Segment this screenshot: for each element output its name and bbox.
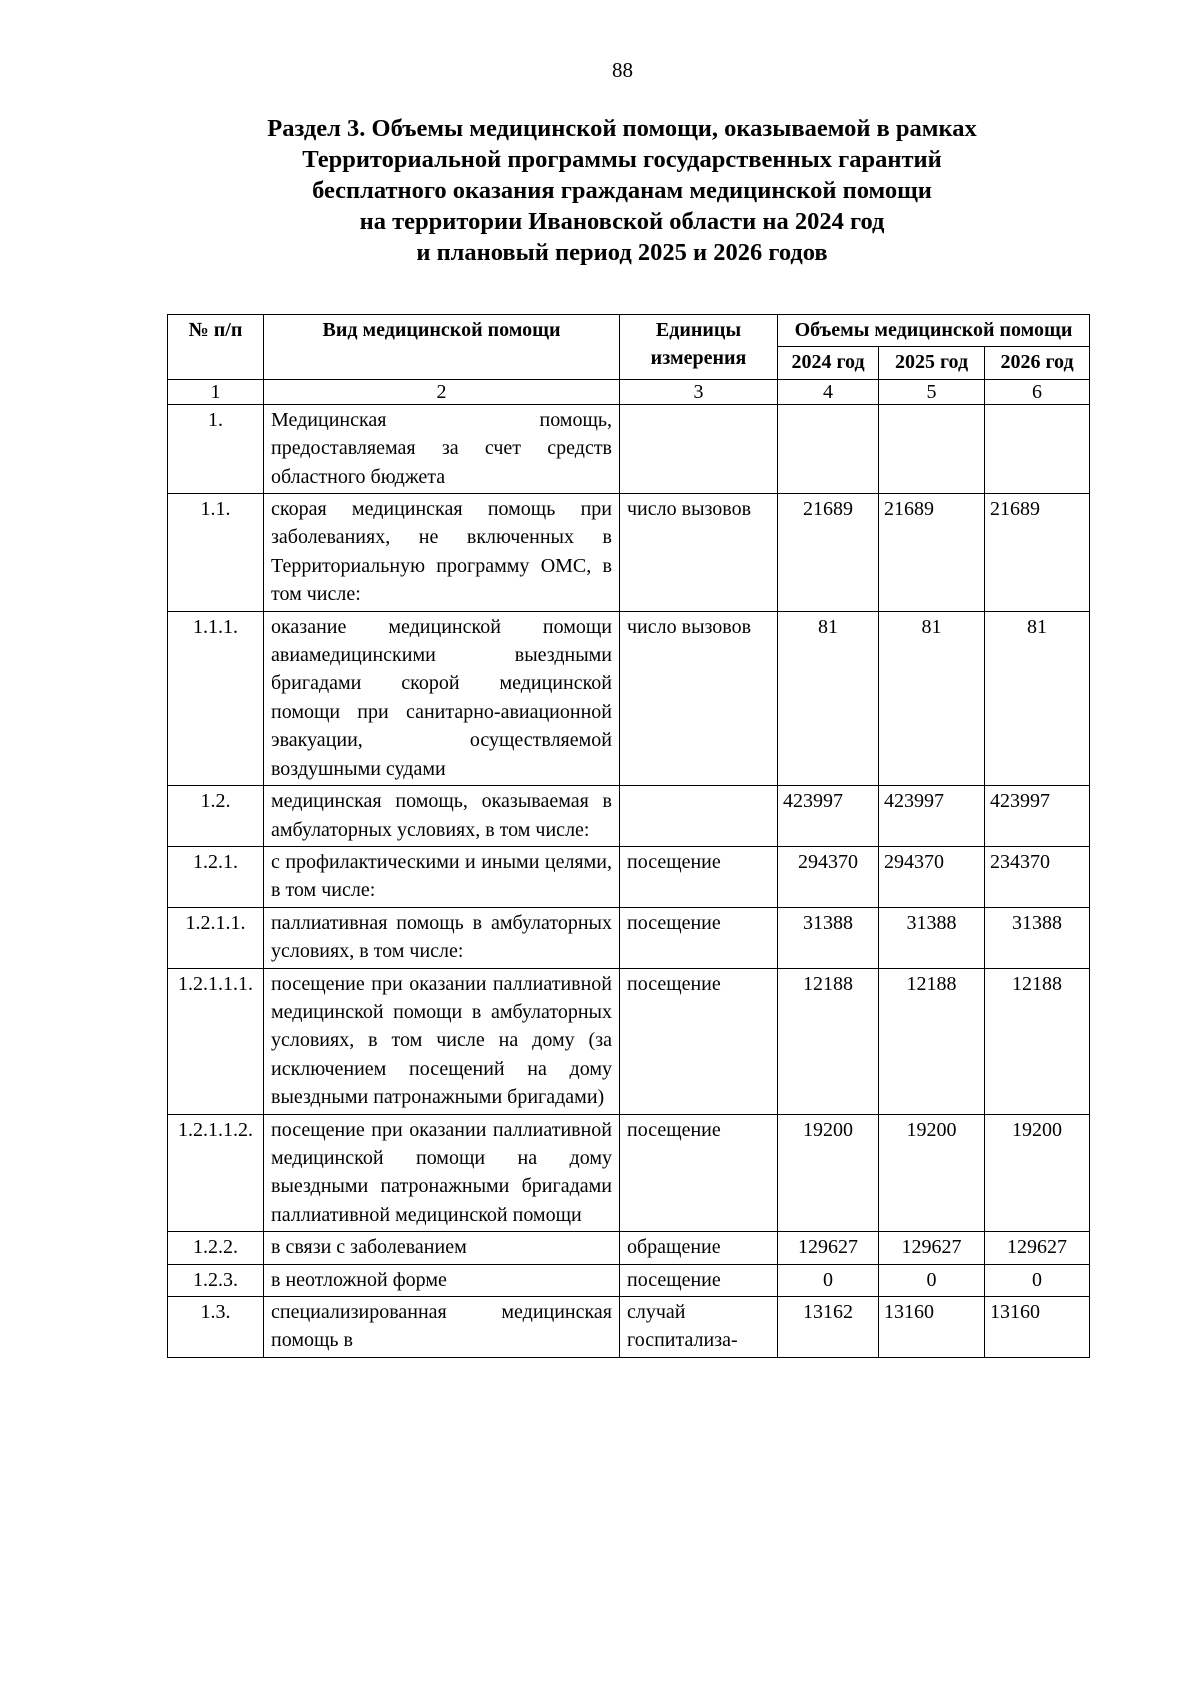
row-value-2024: 81	[778, 611, 879, 785]
row-value-2026: 13160	[985, 1297, 1090, 1358]
row-value-2024: 12188	[778, 968, 879, 1114]
row-number: 1.2.1.	[168, 846, 264, 907]
title-line: Территориальной программы государственных гарантий	[302, 146, 942, 173]
row-number: 1.2.1.1.	[168, 907, 264, 968]
row-number: 1.3.	[168, 1297, 264, 1358]
row-number: 1.2.1.1.1.	[168, 968, 264, 1114]
title-line: и плановый период 2025 и 2026 годов	[416, 239, 828, 266]
row-unit: число вызовов	[620, 611, 778, 785]
table-row	[168, 611, 1090, 785]
row-value-2025: 81	[879, 611, 985, 785]
row-unit	[620, 786, 778, 847]
column-number: 5	[879, 379, 985, 404]
row-value-2024: 21689	[778, 494, 879, 612]
header-kind: Вид медицинской помощи	[264, 315, 620, 380]
row-description: посещение при оказании паллиативной медицинской помощи в амбулаторных условиях, в том числе на дому (за исключением посещений на дому выездными патронажными бригадами)	[264, 968, 620, 1114]
row-value-2025: 13160	[879, 1297, 985, 1358]
column-number: 1	[168, 379, 264, 404]
row-value-2026: 31388	[985, 907, 1090, 968]
row-description: специализированная медицинская помощь в	[264, 1297, 620, 1358]
row-value-2026: 81	[985, 611, 1090, 785]
table-row	[168, 968, 1090, 1114]
table-row	[168, 1264, 1090, 1296]
header-year-2024: 2024 год	[778, 347, 879, 379]
row-value-2025: 31388	[879, 907, 985, 968]
row-unit: посещение	[620, 1114, 778, 1232]
row-unit: обращение	[620, 1232, 778, 1264]
row-description: скорая медицинская помощь при заболеваниях, не включенных в Территориальную программу ОМС, в том числе:	[264, 494, 620, 612]
row-description: посещение при оказании паллиативной медицинской помощи на дому выездными патронажными бригадами паллиативной медицинской помощи	[264, 1114, 620, 1232]
row-value-2025: 129627	[879, 1232, 985, 1264]
table-row	[168, 494, 1090, 612]
row-value-2026	[985, 404, 1090, 493]
row-value-2024: 294370	[778, 846, 879, 907]
row-value-2025: 0	[879, 1264, 985, 1296]
table-row	[168, 786, 1090, 847]
row-number: 1.1.	[168, 494, 264, 612]
section-title	[150, 113, 1094, 268]
row-number: 1.1.1.	[168, 611, 264, 785]
row-value-2025: 21689	[879, 494, 985, 612]
header-year-2025: 2025 год	[879, 347, 985, 379]
title-line: бесплатного оказания гражданам медицинской помощи	[312, 177, 932, 204]
row-unit: число вызовов	[620, 494, 778, 612]
table-row	[168, 846, 1090, 907]
column-number: 6	[985, 379, 1090, 404]
column-number: 4	[778, 379, 879, 404]
row-value-2024: 31388	[778, 907, 879, 968]
column-number: 2	[264, 379, 620, 404]
header-num: № п/п	[168, 315, 264, 380]
row-description: паллиативная помощь в амбулаторных условиях, в том числе:	[264, 907, 620, 968]
row-value-2025: 12188	[879, 968, 985, 1114]
row-value-2025	[879, 404, 985, 493]
page-number: 88	[612, 58, 633, 82]
row-unit: посещение	[620, 907, 778, 968]
row-value-2024: 129627	[778, 1232, 879, 1264]
row-value-2024	[778, 404, 879, 493]
row-number: 1.2.1.1.2.	[168, 1114, 264, 1232]
table-row	[168, 1232, 1090, 1264]
title-line: Раздел 3. Объемы медицинской помощи, оказываемой в рамках	[267, 115, 977, 142]
header-year-2026: 2026 год	[985, 347, 1090, 379]
row-value-2025: 423997	[879, 786, 985, 847]
row-value-2026: 12188	[985, 968, 1090, 1114]
row-value-2024: 13162	[778, 1297, 879, 1358]
row-description: в неотложной форме	[264, 1264, 620, 1296]
column-number: 3	[620, 379, 778, 404]
title-line: на территории Ивановской области на 2024 год	[359, 208, 885, 235]
row-number: 1.	[168, 404, 264, 493]
row-number: 1.2.	[168, 786, 264, 847]
row-value-2024: 19200	[778, 1114, 879, 1232]
row-value-2026: 21689	[985, 494, 1090, 612]
table-row	[168, 1297, 1090, 1358]
table-row	[168, 907, 1090, 968]
row-value-2025: 19200	[879, 1114, 985, 1232]
row-number: 1.2.2.	[168, 1232, 264, 1264]
table-row	[168, 404, 1090, 493]
row-value-2026: 19200	[985, 1114, 1090, 1232]
row-value-2024: 0	[778, 1264, 879, 1296]
row-value-2026: 423997	[985, 786, 1090, 847]
row-unit: случай госпитализа-	[620, 1297, 778, 1358]
volumes-table	[167, 314, 1090, 1358]
header-volumes: Объемы медицинской помощи	[778, 315, 1090, 347]
row-description: медицинская помощь, оказываемая в амбулаторных условиях, в том числе:	[264, 786, 620, 847]
table-row	[168, 1114, 1090, 1232]
row-value-2026: 129627	[985, 1232, 1090, 1264]
row-description: с профилактическими и иными целями, в том числе:	[264, 846, 620, 907]
row-unit: посещение	[620, 968, 778, 1114]
row-unit: посещение	[620, 1264, 778, 1296]
row-description: Медицинская помощь, предоставляемая за счет средств областного бюджета	[264, 404, 620, 493]
row-value-2026: 234370	[985, 846, 1090, 907]
row-description: в связи с заболеванием	[264, 1232, 620, 1264]
row-value-2024: 423997	[778, 786, 879, 847]
row-description: оказание медицинской помощи авиамедицинскими выездными бригадами скорой медицинской помощи при санитарно-авиационной эвакуации, осуществляемой воздушными судами	[264, 611, 620, 785]
row-number: 1.2.3.	[168, 1264, 264, 1296]
row-unit: посещение	[620, 846, 778, 907]
row-unit	[620, 404, 778, 493]
row-value-2026: 0	[985, 1264, 1090, 1296]
row-value-2025: 294370	[879, 846, 985, 907]
header-units: Единицы измерения	[620, 315, 778, 380]
